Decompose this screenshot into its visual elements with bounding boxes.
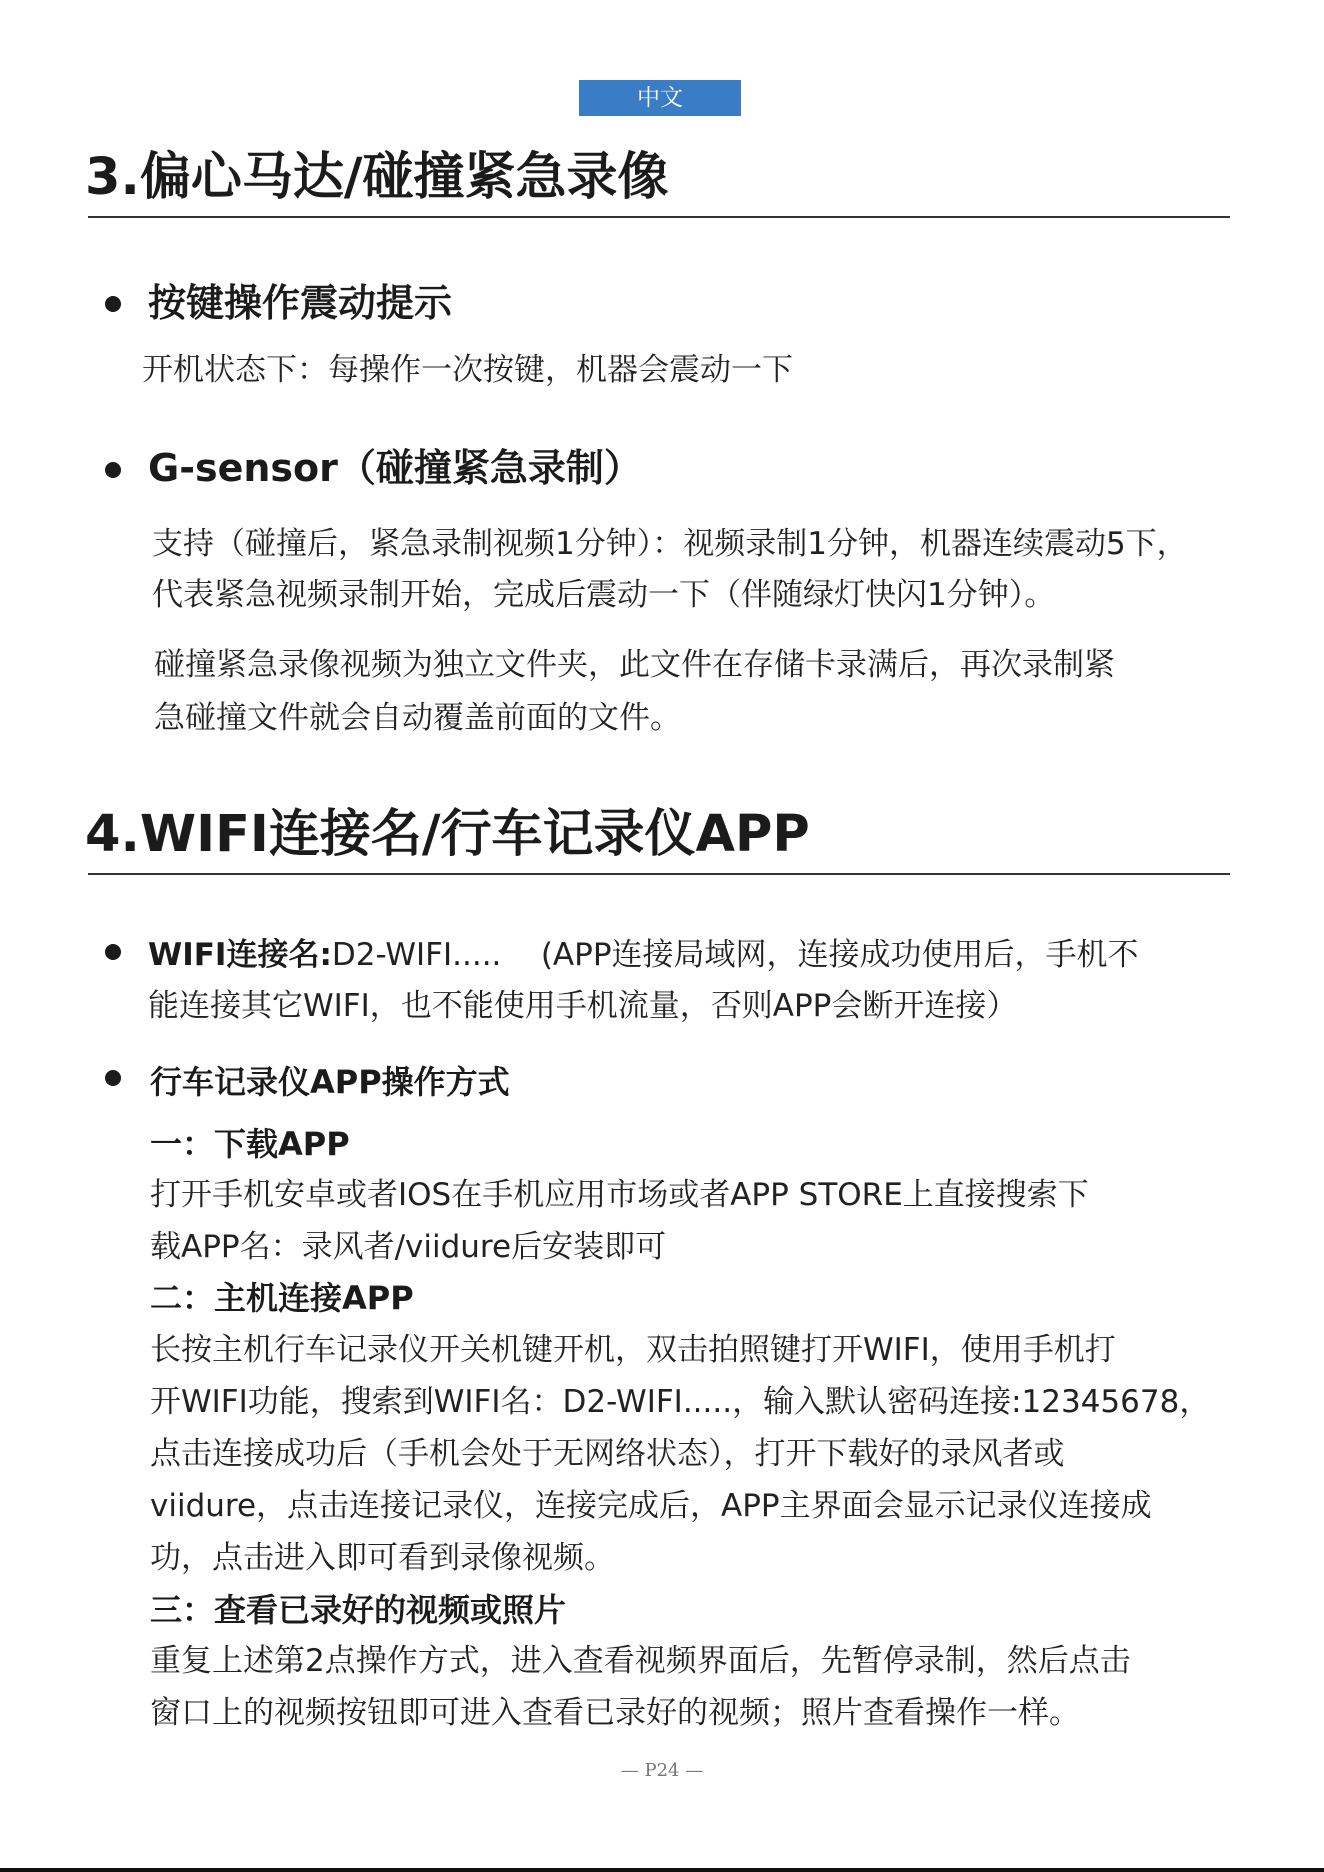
step2-title: 二：主机连接APP [150,1279,414,1317]
section4-title: 4.WIFI连接名/行车记录仪APP [85,805,810,864]
wifi-name-line [148,935,1139,975]
bullet-icon [105,462,121,478]
bullet-icon [105,1070,121,1086]
vibration-heading: 按键操作震动提示 [148,281,453,325]
gsensor-heading: G-sensor（碰撞紧急录制） [148,446,642,490]
wifi-name-label: WIFI连接名: [148,937,332,973]
step2-line: 开WIFI功能，搜索到WIFI名：D2-WIFI.....，输入默认密码连接:12345678， [150,1384,1211,1420]
vibration-text: 开机状态下：每操作一次按键，机器会震动一下 [142,352,793,388]
bullet-icon [105,296,121,312]
page-number: — P24 — [620,1760,704,1781]
step2-line: 功，点击进入即可看到录像视频。 [150,1540,615,1576]
step1-title: 一：下载APP [150,1125,350,1163]
step1-line: 打开手机安卓或者IOS在手机应用市场或者APP STORE上直接搜索下 [150,1177,1089,1213]
section4-divider [88,873,1230,875]
step2-line: 点击连接成功后（手机会处于无网络状态），打开下载好的录风者或 [150,1436,1065,1472]
step3-line: 重复上述第2点操作方式，进入查看视频界面后，先暂停录制，然后点击 [150,1643,1131,1679]
step3-title: 三：查看已录好的视频或照片 [150,1591,567,1629]
step1-line: 载APP名：录风者/viidure后安装即可 [150,1229,667,1265]
gsensor-text-line: 急碰撞文件就会自动覆盖前面的文件。 [154,700,681,736]
wifi-name-value: D2-WIFI..... (APP连接局域网，连接成功使用后，手机不 [331,937,1139,973]
section3-divider [88,216,1230,218]
app-usage-heading: 行车记录仪APP操作方式 [150,1063,510,1101]
language-badge: 中文 [579,80,741,116]
step2-line: viidure，点击连接记录仪，连接完成后，APP主界面会显示记录仪连接成 [150,1488,1152,1524]
gsensor-text-line: 代表紧急视频录制开始，完成后震动一下（伴随绿灯快闪1分钟）。 [152,577,1056,613]
bottom-edge [0,1868,1324,1872]
gsensor-text-line: 碰撞紧急录像视频为独立文件夹，此文件在存储卡录满后，再次录制紧 [154,647,1115,683]
gsensor-text-line: 支持（碰撞后，紧急录制视频1分钟）：视频录制1分钟，机器连续震动5下， [152,526,1188,562]
step3-line: 窗口上的视频按钮即可进入查看已录好的视频；照片查看操作一样。 [150,1695,1080,1731]
wifi-note-line: 能连接其它WIFI，也不能使用手机流量，否则APP会断开连接） [148,988,1018,1024]
section3-title: 3.偏心马达/碰撞紧急录像 [85,148,669,207]
bullet-icon [105,944,121,960]
step2-line: 长按主机行车记录仪开关机键开机，双击拍照键打开WIFI，使用手机打 [150,1332,1116,1368]
